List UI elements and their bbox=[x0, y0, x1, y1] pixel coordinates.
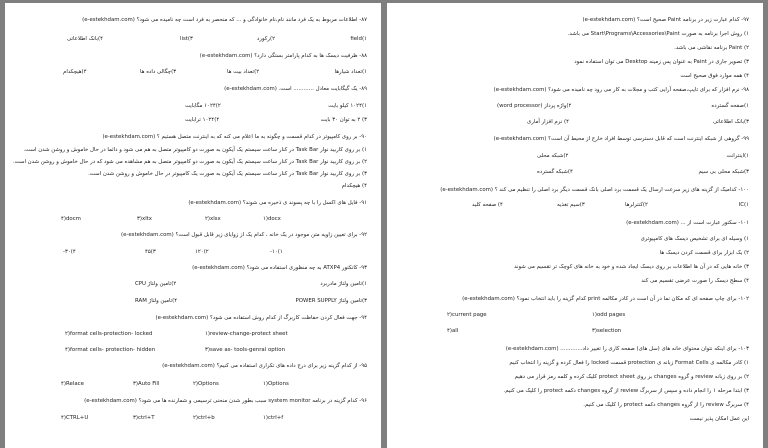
left-line: ۹۶- کدام گزینه در برنامه system monitor سبب بطور شدن منحنی ترسیمی و شمارنده ها می شود؟ (e-estekhdam.com) bbox=[84, 398, 367, 404]
left-option: ۲)xlsx bbox=[205, 216, 221, 222]
left-option: ۱)ctrl+f bbox=[263, 415, 284, 421]
left-line: ۹۵- از کدام گزینه زیر برای درج داده های تکراری استفاده می کنیم؟ (e-estekhdam.com) bbox=[162, 363, 367, 369]
left-option: ۴)بانک اطلاعاتی bbox=[67, 36, 104, 42]
left-line: ۱)تامین ولتاژ مادربرد bbox=[320, 281, 367, 287]
left-option: ۴)Relace bbox=[61, 381, 84, 387]
left-option: ۱)docx bbox=[263, 216, 281, 222]
right-line: ۱) وسیله ای برای تشخیص دیسک های کامپیوتری bbox=[640, 236, 749, 242]
left-option: ۳)save as- tools-genral option bbox=[205, 347, 285, 353]
right-line: ۱۰۳- برای اینکه نتوان محتوای خانه های (سل های) صفحه کاری را تغییر داد............. (e-estekhdam.com) bbox=[505, 346, 749, 352]
left-line: ۱)field bbox=[350, 36, 367, 42]
right-line: ۱۰۲- برای چاپ صفحه ای که مکان نما در آن است در کادر مکالمه print کدام گزینه را باید انتخاب نمود؟ (e-estekhdam.com) bbox=[462, 296, 749, 302]
left-option: ۳)list bbox=[180, 36, 193, 42]
left-option: ۲)۱۲۰ bbox=[195, 249, 209, 255]
right-line: ۲) Paint برنامه نقاشی می باشد. bbox=[674, 45, 749, 51]
left-option: ۲)Options bbox=[193, 381, 219, 387]
left-option: ۲)تامین ولتاژ CPU bbox=[135, 281, 177, 287]
left-option: ۱)review-change-protect sheet bbox=[205, 331, 288, 337]
right-line: ۹۹- گروهی از شبکه اینترنت است که قابل دسترسی توسط افراد خارج از محیط آن است؟ (e-estekhdam.com) bbox=[493, 136, 749, 142]
left-line: ۹۴- جهت فعال کردن حفاظت کاربرگ از کدام روش استفاده می شود؟ (e-estekhdam.com) bbox=[155, 315, 367, 321]
left-option: ۳)Auto Fill bbox=[133, 381, 160, 387]
left-option: ۳)xltx bbox=[137, 216, 152, 222]
right-option: ۳)سیم تغذیه bbox=[557, 202, 585, 208]
left-line: ۹۳- کانکتور ATXP4 به چه منظوری استفاده می شود؟ (e-estekhdam.com) bbox=[192, 265, 367, 271]
right-line: ۱۰۱- سکتور عبارت است از ... (e-estekhdam.com) bbox=[626, 220, 749, 226]
left-option: ۲)format cells-protection- locked bbox=[65, 331, 153, 337]
left-line: ۸۷- اطلاعات مربوط به یک فرد مانند نام،نام خانوادگی و ... که منحصر به فرد است چه نامیده می شود؟ (e-estekhdam.com) bbox=[82, 17, 367, 23]
left-option: ۴)۱۰۲۴ ترابایت bbox=[185, 117, 220, 123]
left-option: ۱)۱۰- bbox=[270, 249, 283, 255]
right-line: ۳)شبکه محلی بی سیم bbox=[698, 169, 749, 175]
left-option: ۴)format cells- protection- hidden bbox=[65, 347, 156, 353]
right-line: ۴) همه موارد فوق صحیح است bbox=[680, 73, 749, 79]
right-line: ۳)بانک اطلاعاتی bbox=[712, 119, 749, 125]
right-line: ۳) تصویر جاری در Paint به عنوان پس زمینه Desktop می توان استفاده نمود bbox=[574, 59, 749, 65]
left-option: ۴)CTRL+U bbox=[61, 415, 89, 421]
left-option: ۳)ctrl+T bbox=[133, 415, 155, 421]
right-option: ۴) صفحه کلید bbox=[472, 202, 503, 208]
left-line: ۱)۱۰۲۴ کیلو بایت bbox=[328, 103, 367, 109]
right-line: ۲) یک ابزار برای قسمت کردن دیسک ها bbox=[659, 250, 749, 256]
right-line: ۴) سطح دیسک را صورت عرضی تقسیم می کند bbox=[641, 278, 749, 284]
left-option: ۲)۱۰۲۴ مگابایت bbox=[185, 103, 221, 109]
right-option: ۲)واژه پرداز (word processor) bbox=[497, 103, 572, 109]
right-line: ۹۸- نرم افزار که برای تایپ،صفحه آرایی کتب و مجلات به کار می رود چه نامیده می شود؟ (e-estekhdam.com) bbox=[493, 87, 749, 93]
right-line: ۴) سربرگ review را از گروه changes دکمه protect را کلیک می کنیم. bbox=[583, 402, 749, 408]
right-option: ۴)شبکه گسترده bbox=[537, 169, 573, 175]
right-option: ۴) نرم افزار آماری bbox=[527, 119, 569, 125]
right-option: ۲)شبکه محلی bbox=[537, 153, 569, 159]
right-line: ۳) خانه هایی که در آن ها اطلاعات بر روی دیسک ایجاد شده و خود به خانه های کوچک تر تقسیم می شوند bbox=[514, 264, 749, 270]
left-line: ۹۱- فایل های اکسل را با چه پسوند ی ذخیره می شوند؟ (e-estekhdam.com) bbox=[188, 200, 367, 206]
right-line: ۱) روش اجرا برنامه به صورت Start\Programs\Accessories\Paint می باشد. bbox=[567, 31, 749, 37]
left-line: ۳) ۲ به توان ۳۰ بایت bbox=[320, 117, 367, 123]
left-option: ۲)رکورد bbox=[257, 36, 275, 42]
left-option: ۳)۴۵ bbox=[145, 249, 156, 255]
left-option: ۲)تعداد بیت ها bbox=[227, 69, 260, 75]
left-option: ۴)۳۰- bbox=[63, 249, 76, 255]
left-option: ۴)docm bbox=[61, 216, 81, 222]
left-line: ۸۹- یک گیگابایت معادل ............ است. (e-estekhdam.com) bbox=[224, 86, 367, 92]
right-line: ۲) بر روی زبانه review و گروه changes بر روی protect sheet کلیک کرده و کلمه رمز قرار می دهیم bbox=[514, 374, 749, 380]
left-line: ۴) هیچکدام bbox=[341, 183, 367, 189]
right-line: ۱۰۰- کدامیک از گزینه های زیر سرعت ارسال یک قسمت برد اصلی بانک قسمت دیگر برد اصلی را تنظیم می کند ؟ (e-estekhdam.com) bbox=[440, 187, 749, 193]
left-option: ۱)Options bbox=[263, 381, 289, 387]
right-line: ۱)اینترانت bbox=[726, 153, 749, 159]
right-line: ۳) ابتدا مرحله ۱ را انجام داده و سپس از سربرگ review از گروه changes دکمه protect را کلیک می کنیم. bbox=[503, 388, 749, 394]
right-option: ۲)current page bbox=[447, 312, 487, 318]
right-option: ۳)selection bbox=[592, 328, 622, 334]
left-line: ۸۸- ظرفیت دیسک ها به کدام پارامتر بستگی دارد؟ (e-estekhdam.com) bbox=[199, 53, 367, 59]
left-option: ۲)ctrl+b bbox=[193, 415, 215, 421]
right-line: ۱) کادر مکالمه ی Format Cells زبانه ی protection قسمت locked را فعال کرده و گزینه را انتخاب کنیم bbox=[509, 360, 749, 366]
left-line: ۱) بر روی کاربید نوار Task Bar در کنار ساعت سیستم یک آیکون به صورت دو کامپیوتر متصل به هم می شود و دائما در حال خاموش و روشن شدن است. bbox=[23, 147, 367, 153]
left-option: ۴)تامین ولتاژ RAM bbox=[135, 298, 178, 304]
left-option: ۳)چگالی داده ها bbox=[140, 69, 177, 75]
left-line: ۹۰- بر روی کامپیوتر در کدام قسمت و چگونه به ما اعلام می کنه که به اینترنت متصل هستیم ؟ (e-estekhdam.com) bbox=[102, 134, 367, 140]
right-page bbox=[387, 3, 763, 448]
right-option: ۲)کنترلرها bbox=[625, 202, 648, 208]
left-line: ۹۲- برای تعیین زاویه متن موجود در یک خانه ، کدام یک از زوایای زیر قابل قبول است؟ (e-estekhdam.com) bbox=[120, 232, 367, 238]
right-line: این عمل امکان پذیر نیست bbox=[689, 416, 749, 422]
left-line: ۲) بر روی کاربید نوار Task Bar در کنار ساعت سیستم یک آیکون به صورت دو کامپیوتر متصل به هم مشاهده می شود که در حال خاموش و روشن شدن است. bbox=[12, 159, 367, 165]
right-line: ۹۷- کدام عبارت زیر در برنامه Paint صحیح است؟ (e-estekhdam.com) bbox=[582, 17, 749, 23]
left-line: ۳)تامین ولتاژ POWER SUPPLY bbox=[295, 298, 367, 304]
right-line: ۱)صفحه گسترده bbox=[711, 103, 749, 109]
right-option: ۱)odd pages bbox=[592, 312, 626, 318]
left-line: ۳) بر روی کاربید نوار Task Bar در کنار ساعت سیستم یک آیکون به صورت یک کامپیوتر در حال خاموش و روشن شدن است. bbox=[88, 171, 367, 177]
right-option: ۴)all bbox=[447, 328, 459, 334]
left-page bbox=[5, 3, 381, 448]
left-option: ۴)هیچکدام bbox=[63, 69, 87, 75]
left-line: ۱)تعداد شیارها bbox=[334, 69, 367, 75]
right-line: ۱)IC bbox=[738, 202, 749, 208]
